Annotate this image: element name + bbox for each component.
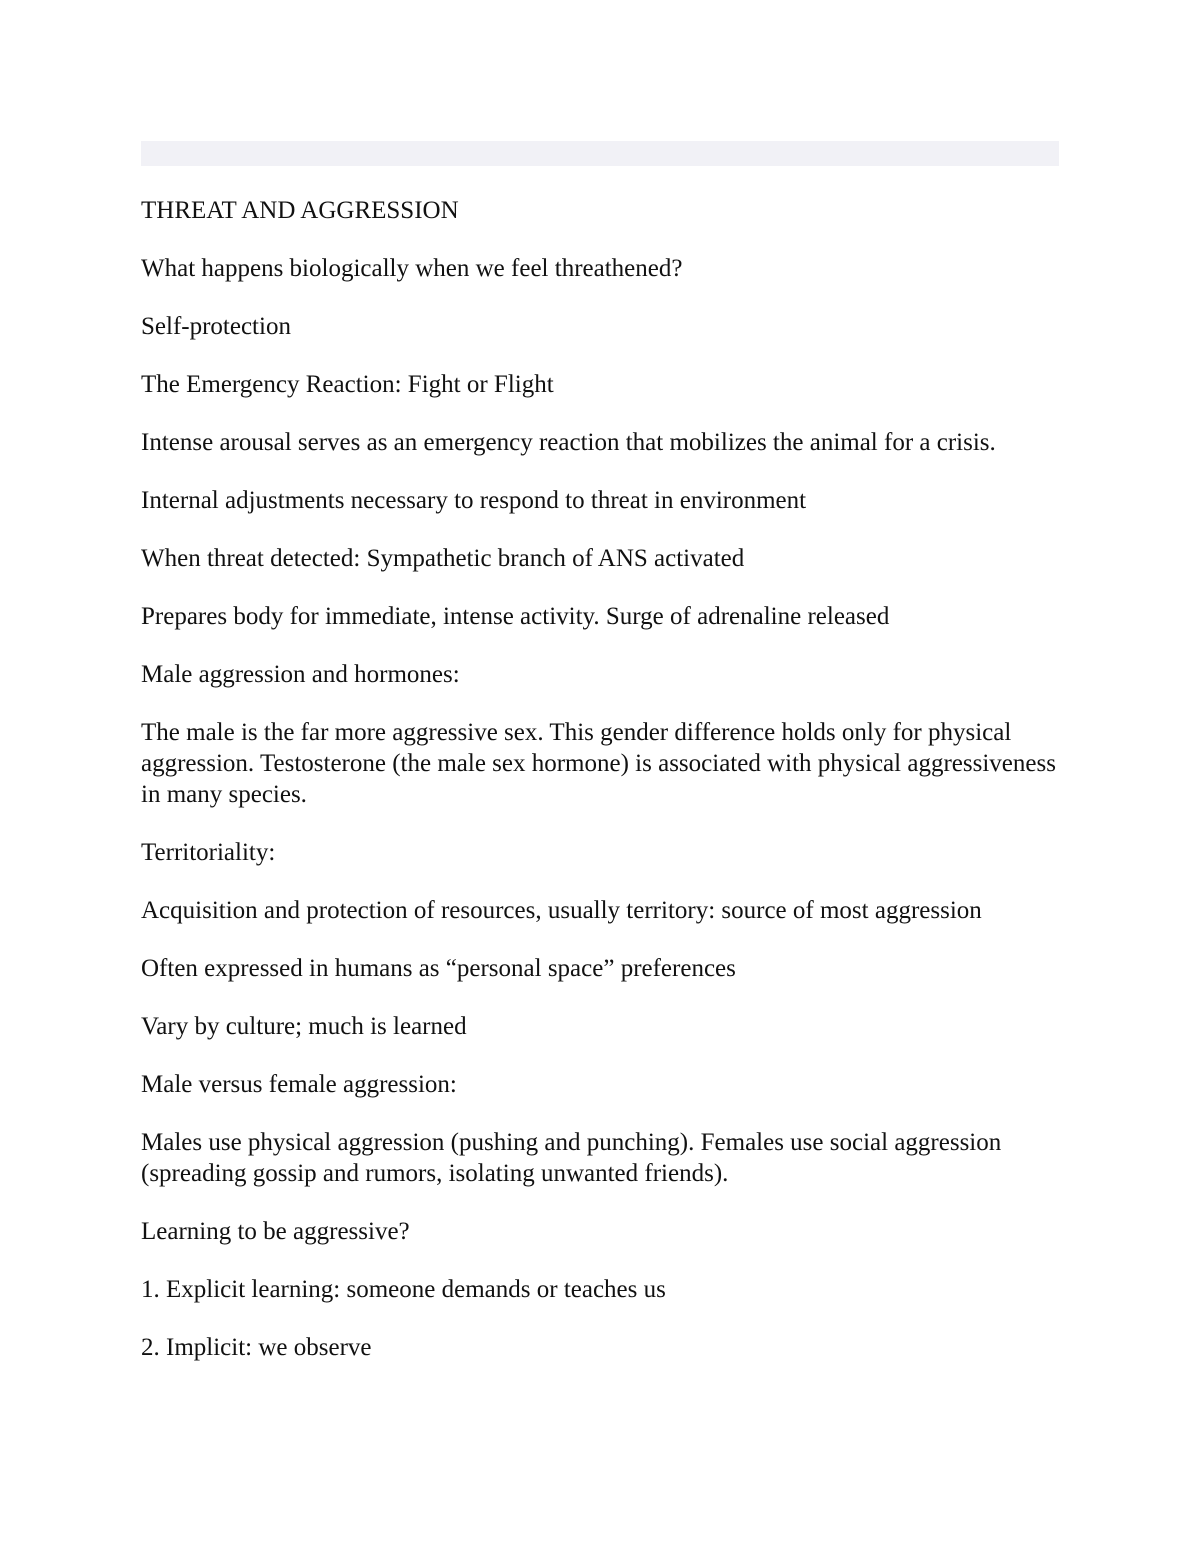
- paragraph-male-aggressive-sex: The male is the far more aggressive sex. This gender difference holds only for physical aggression. Testosterone (the male sex hormone) is associated with physical aggressiveness in many species.: [141, 719, 1056, 808]
- paragraph-learning-heading: Learning to be aggressive?: [141, 1218, 410, 1245]
- paragraph-personal-space: Often expressed in humans as “personal space” preferences: [141, 955, 736, 982]
- document-body: [141, 195, 1061, 1390]
- paragraph-physical-vs-social: Males use physical aggression (pushing and punching). Females use social aggression (spreading gossip and rumors, isolating unwanted friends).: [141, 1129, 1002, 1187]
- paragraph-prepares-body: Prepares body for immediate, intense activity. Surge of adrenaline released: [141, 603, 890, 630]
- paragraph-threat-detected: When threat detected: Sympathetic branch of ANS activated: [141, 545, 745, 572]
- paragraph-male-aggression-heading: Male aggression and hormones:: [141, 661, 460, 688]
- paragraph-intense-arousal: Intense arousal serves as an emergency reaction that mobilizes the animal for a crisis.: [141, 429, 996, 456]
- paragraph-vary-by-culture: Vary by culture; much is learned: [141, 1013, 467, 1040]
- paragraph-territoriality-heading: Territoriality:: [141, 839, 276, 866]
- paragraph-acquisition-resources: Acquisition and protection of resources, usually territory: source of most aggression: [141, 897, 982, 924]
- paragraph-question-biology: What happens biologically when we feel threathened?: [141, 255, 683, 282]
- paragraph-emergency-reaction: The Emergency Reaction: Fight or Flight: [141, 371, 554, 398]
- paragraph-male-vs-female-heading: Male versus female aggression:: [141, 1071, 457, 1098]
- document-title: THREAT AND AGGRESSION: [141, 197, 459, 224]
- list-item-explicit-learning: 1. Explicit learning: someone demands or teaches us: [141, 1276, 666, 1303]
- list-item-implicit-learning: 2. Implicit: we observe: [141, 1334, 372, 1361]
- paragraph-internal-adjustments: Internal adjustments necessary to respond to threat in environment: [141, 487, 807, 514]
- paragraph-self-protection: Self-protection: [141, 313, 291, 340]
- header-bar: [141, 141, 1059, 166]
